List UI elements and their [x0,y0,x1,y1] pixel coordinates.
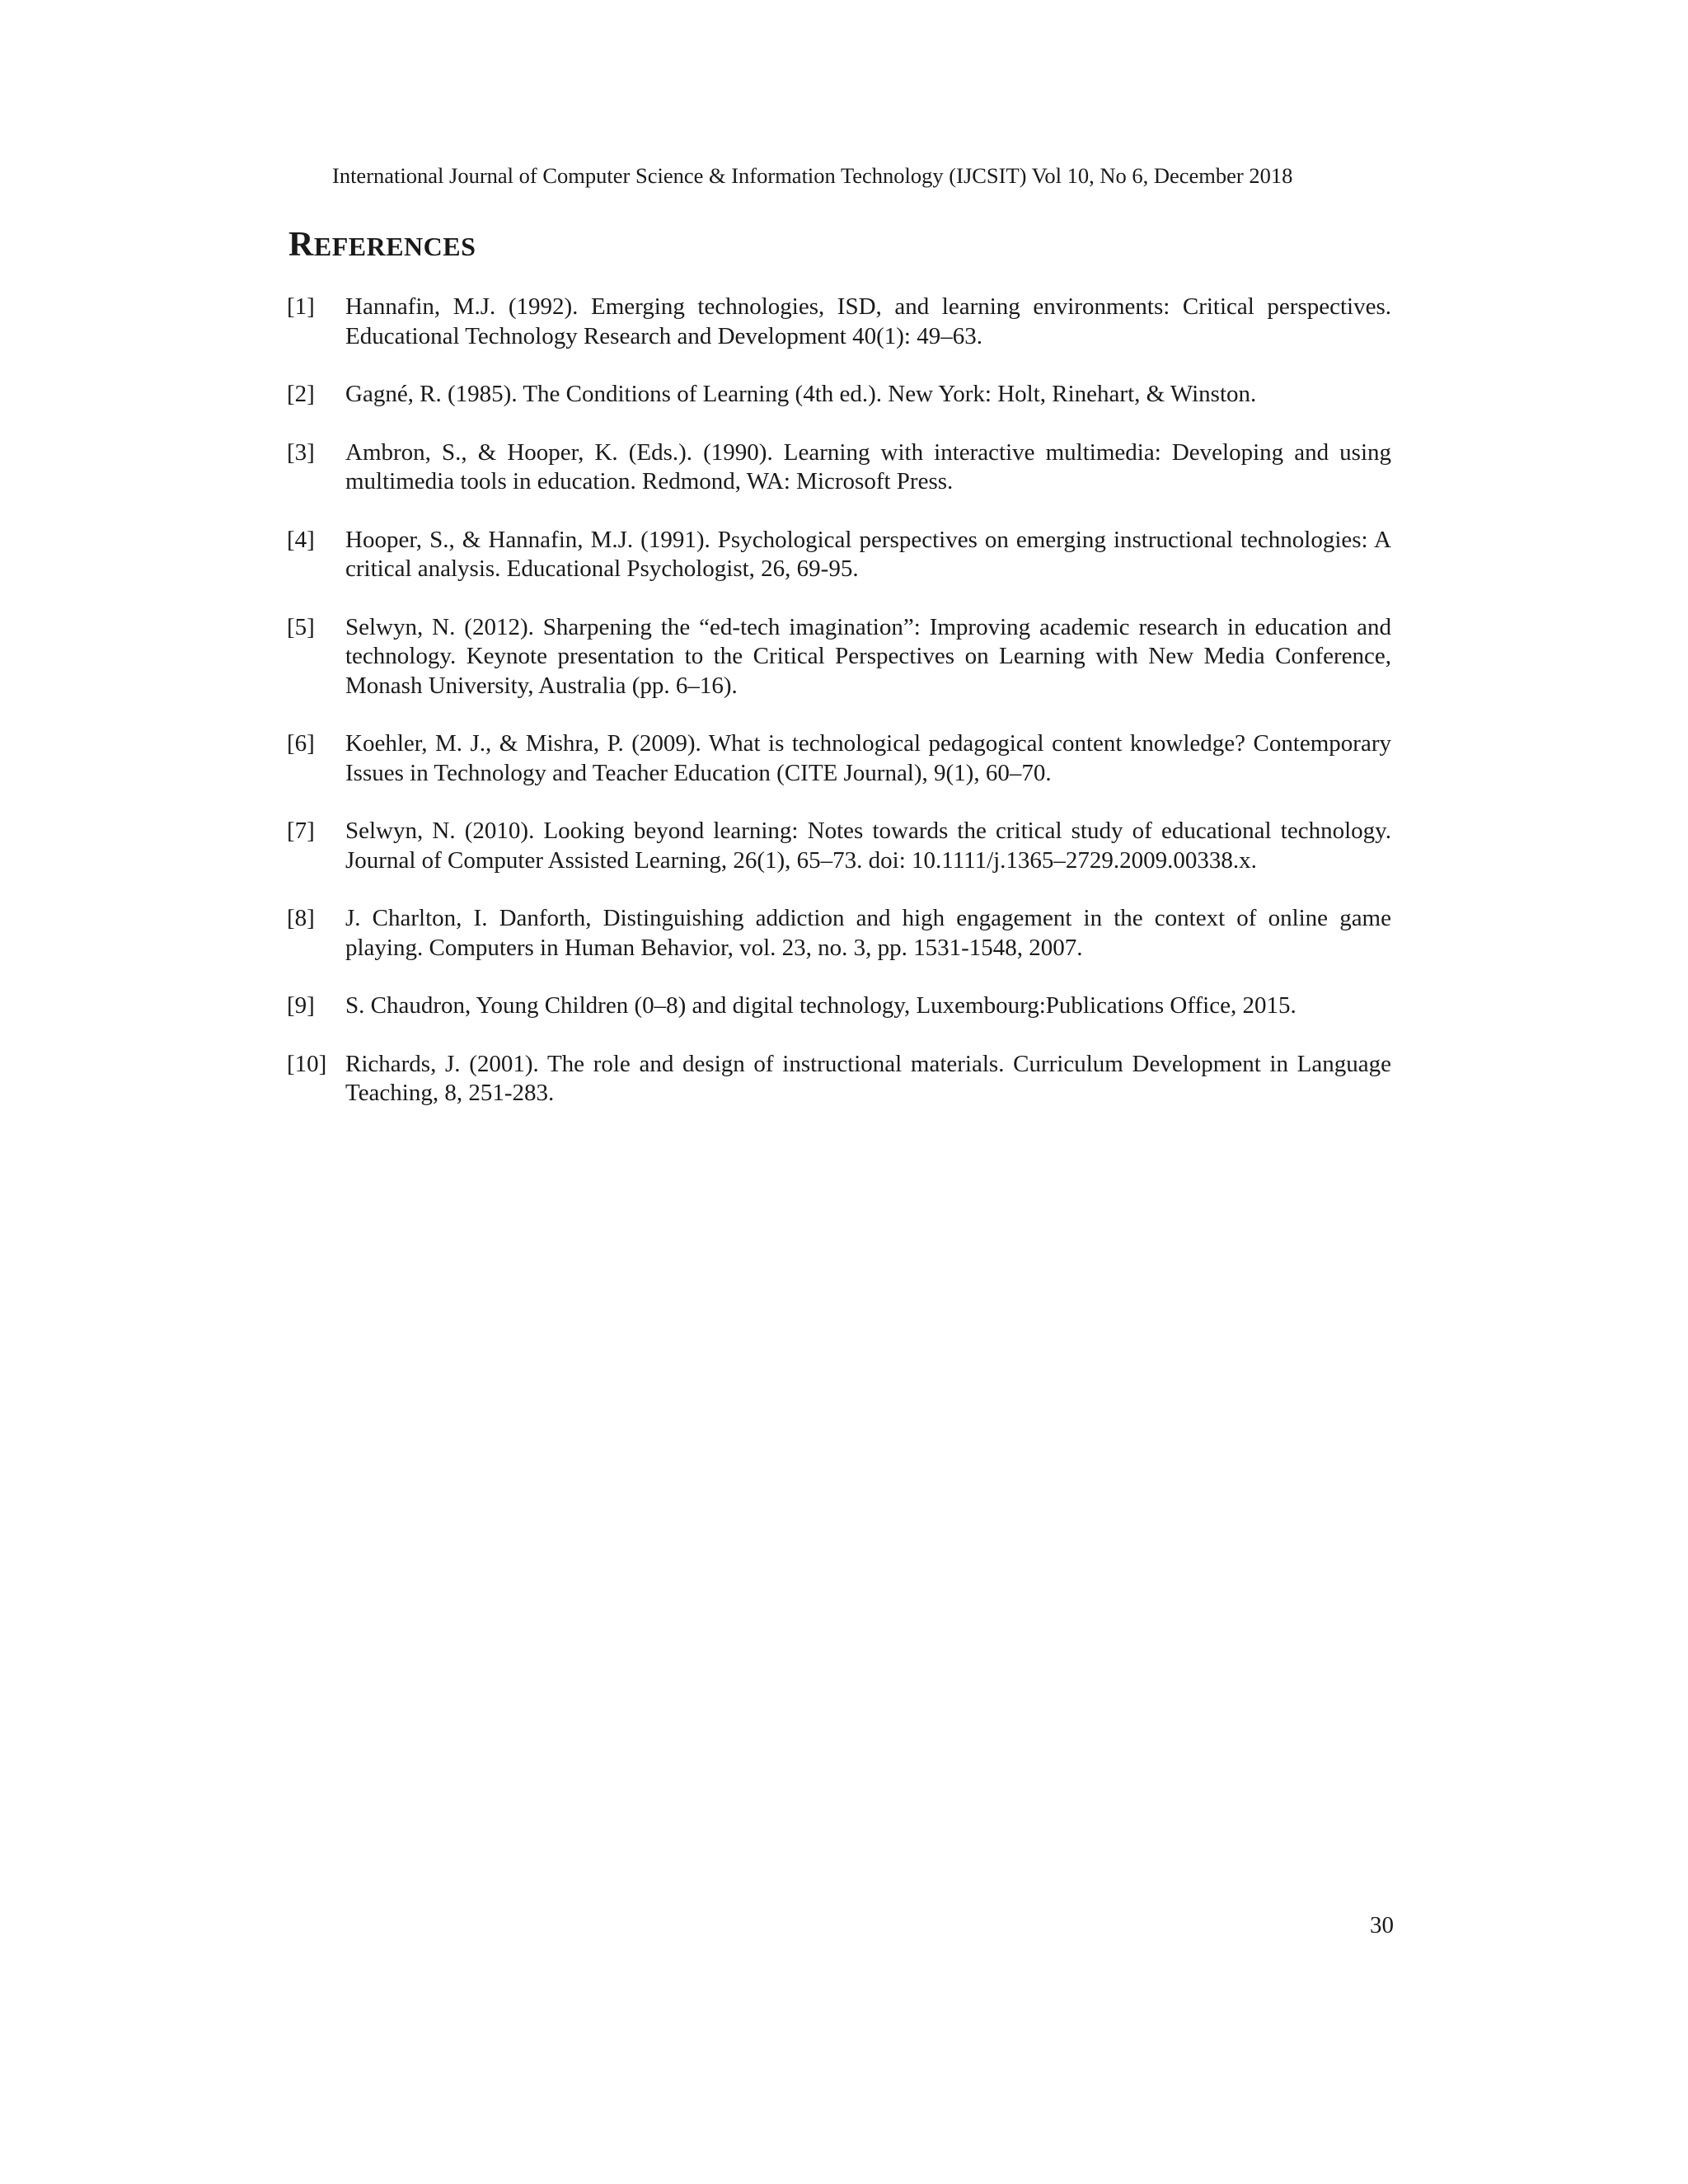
reference-number: [6] [287,730,315,757]
reference-text: Selwyn, N. (2010). Looking beyond learning: Notes towards the critical study of educational technology. Journal of Computer Assisted Learning, 26(1), 65–73. doi: 10.1111/j.1365–2729.2009.00338.x. [345,818,1391,874]
reference-number: [2] [287,381,315,407]
reference-item [287,729,1391,788]
reference-item [287,293,1391,351]
reference-text: S. Chaudron, Young Children (0–8) and digital technology, Luxembourg:Publications Office, 2015. [345,992,1296,1019]
section-title-rest: EFERENCES [313,232,476,261]
reference-number: [4] [287,526,315,553]
reference-text: Gagné, R. (1985). The Conditions of Learning (4th ed.). New York: Holt, Rinehart, & Winston. [345,381,1257,407]
reference-text: Richards, J. (2001). The role and design of instructional materials. Curriculum Development in Language Teaching, 8, 251-283. [345,1050,1391,1106]
reference-text: J. Charlton, I. Danforth, Distinguishing addiction and high engagement in the context of online game playing. Computers in Human Behavior, vol. 23, no. 3, pp. 1531-1548, 2007. [345,905,1391,961]
reference-number: [5] [287,613,315,640]
reference-item [287,991,1391,1021]
reference-item [287,904,1391,963]
reference-text: Koehler, M. J., & Mishra, P. (2009). What is technological pedagogical content knowledge? Contemporary Issues in Technology and Teacher Education (CITE Journal), 9(1), 60–70. [345,730,1391,786]
reference-number: [10] [287,1050,327,1077]
reference-item [287,380,1391,410]
page-number: 30 [1370,1912,1394,1938]
reference-number: [7] [287,818,315,844]
reference-text: Hooper, S., & Hannafin, M.J. (1991). Psychological perspectives on emerging instructional technologies: A critical analysis. Educational Psychologist, 26, 69-95. [345,526,1391,582]
reference-number: [1] [287,293,315,320]
running-header: International Journal of Computer Science & Information Technology (IJCSIT) Vol 10, No 6, December 2018 [332,163,1293,188]
reference-number: [9] [287,992,315,1019]
reference-list [287,293,1391,1137]
reference-item [287,438,1391,497]
reference-item [287,817,1391,875]
reference-item [287,526,1391,584]
reference-number: [8] [287,905,315,931]
reference-text: Selwyn, N. (2012). Sharpening the “ed-tech imagination”: Improving academic research in education and technology. Keynote presentation to the Critical Perspectives on Learning with New Media Conference, Monash University, Australia (pp. 6–16). [345,613,1391,699]
reference-number: [3] [287,438,315,466]
reference-text: Ambron, S., & Hooper, K. (Eds.). (1990). Learning with interactive multimedia: Developing and using multimedia tools in education. Redmond, WA: Microsoft Press. [345,438,1391,494]
section-title-initial: R [288,226,314,264]
reference-item [287,1050,1391,1108]
reference-item [287,613,1391,701]
section-title [288,224,476,267]
reference-text: Hannafin, M.J. (1992). Emerging technologies, ISD, and learning environments: Critical perspectives. Educational Technology Research and Development 40(1): 49–63. [345,293,1391,349]
